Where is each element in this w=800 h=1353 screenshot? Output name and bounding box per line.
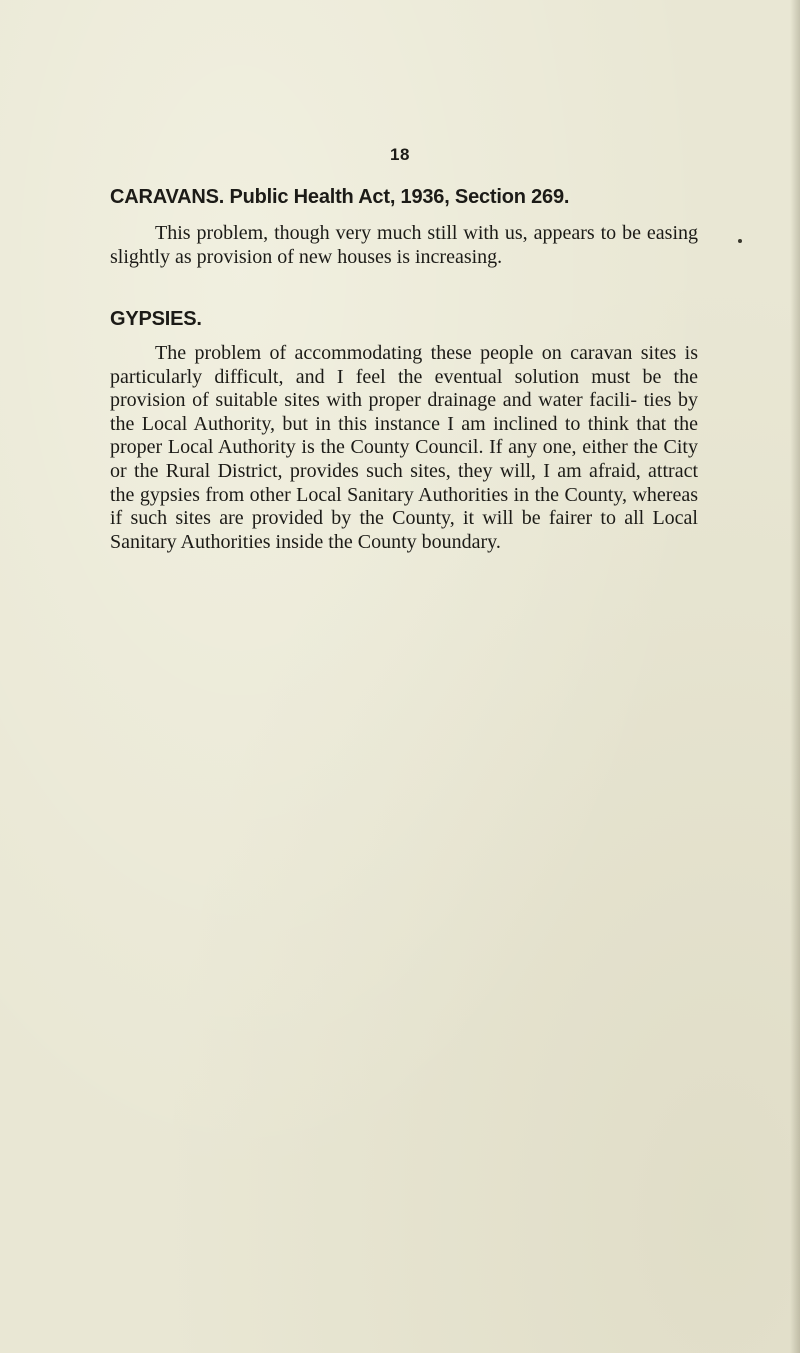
scan-speck xyxy=(738,239,742,243)
gypsies-paragraph: The problem of accommodating these people on caravan sites is particularly difficult, and I feel the eventual solution must be the provision of suitable sites with proper drainage and water facili- ties by the Local Authority, but in this instance I am inclined to think that the proper Local Authority is the County Council. If any one, either the City or the Rural District, provides such sites, they will, I am afraid, attract the gypsies from other Local Sanitary Authorities in the County, whereas if such sites are provided by the County, it will be fairer to all Local Sanitary Authorities inside the County boundary. xyxy=(110,342,698,553)
caravans-heading: CARAVANS. Public Health Act, 1936, Section 269. xyxy=(110,186,570,208)
caravans-paragraph: This problem, though very much still with us, appears to be easing slightly as provision of new houses is increasing. xyxy=(110,222,698,268)
page-number: 18 xyxy=(390,145,410,164)
page-edge-shadow xyxy=(790,0,800,1353)
gypsies-heading: GYPSIES. xyxy=(110,308,202,330)
